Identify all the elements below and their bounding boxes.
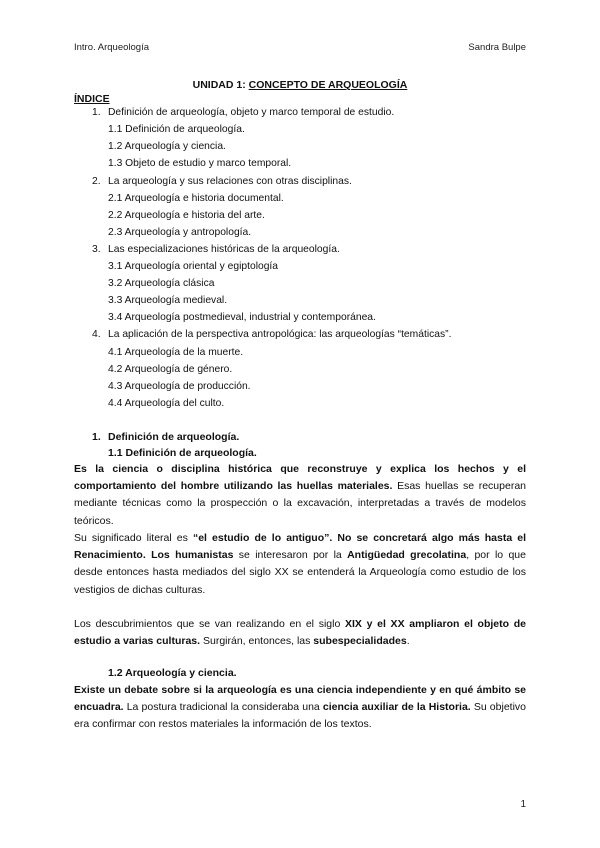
toc-item-text: La aplicación de la perspectiva antropológica: las arqueologías “temáticas”.: [108, 329, 452, 340]
bold-text: ciencia auxiliar de la Historia.: [322, 701, 471, 714]
toc-item-text: Definición de arqueología, objeto y marco temporal de estudio.: [108, 107, 395, 118]
toc-subitem: 3.4 Arqueología postmedieval, industrial y contemporánea.: [108, 312, 376, 323]
bold-text: Antigüedad grecolatina: [347, 549, 467, 562]
bold-text: subespecialidades: [313, 635, 407, 648]
index-heading: ÍNDICE: [74, 93, 110, 105]
subsection-heading: 1.2 Arqueología y ciencia.: [108, 667, 237, 679]
toc-item-number: 2.: [92, 176, 101, 187]
section-title: Definición de arqueología.: [108, 431, 240, 443]
toc-subitem: 2.1 Arqueología e historia documental.: [108, 193, 284, 204]
paragraph-science-debate: [74, 682, 526, 734]
toc-subitem: 2.2 Arqueología e historia del arte.: [108, 210, 265, 221]
toc-item-number: 1.: [92, 107, 101, 118]
page-title: [0, 79, 600, 91]
subsection-heading: 1.1 Definición de arqueología.: [108, 447, 257, 459]
plain-text: Los descubrimientos que se van realizando en el siglo: [74, 618, 345, 630]
plain-text: , por lo que desde entonces hasta mediados del siglo XX se entenderá la Arqueología como estudio de los vestigios de dichas culturas.: [74, 549, 526, 596]
title-underlined: CONCEPTO DE ARQUEOLOGÍA: [248, 79, 408, 91]
bold-text: “el estudio de lo antiguo”. No se concretará algo más hasta el Renacimiento. Los humanistas: [74, 532, 527, 562]
toc-subitem: 3.2 Arqueología clásica: [108, 278, 215, 289]
bold-text: XIX y el XX ampliaron el objeto de estudio a varias culturas.: [74, 618, 526, 648]
page-number: 1: [520, 799, 526, 810]
paragraph-literal-meaning: [74, 530, 526, 599]
section-number: 1.: [92, 431, 101, 443]
paragraph-discoveries: [74, 616, 526, 650]
plain-text: se interesaron por la: [233, 549, 348, 562]
plain-text: .: [406, 635, 410, 648]
plain-text: La postura tradicional la consideraba una: [123, 701, 323, 714]
toc-subitem: 3.3 Arqueología medieval.: [108, 295, 228, 306]
paragraph-definition: [74, 461, 526, 530]
toc-item-number: 3.: [92, 244, 101, 255]
bold-text: Es la ciencia o disciplina histórica que reconstruye y explica los hechos y el comportamiento del hombre utilizando las huellas materiales.: [74, 463, 526, 493]
toc-item-text: Las especializaciones históricas de la arqueología.: [108, 244, 340, 255]
toc-subitem: 4.3 Arqueología de producción.: [108, 381, 251, 392]
toc-item-number: 4.: [92, 329, 101, 340]
plain-text: Su significado literal es: [74, 532, 193, 544]
toc-subitem: 2.3 Arqueología y antropología.: [108, 227, 252, 238]
toc-item-text: La arqueología y sus relaciones con otras disciplinas.: [108, 176, 352, 187]
header-course: Intro. Arqueología: [74, 42, 149, 53]
toc-subitem: 1.1 Definición de arqueología.: [108, 124, 245, 135]
toc-subitem: 4.1 Arqueología de la muerte.: [108, 347, 244, 358]
toc-subitem: 3.1 Arqueología oriental y egiptología: [108, 261, 279, 272]
plain-text: Surgirán, entonces, las: [200, 635, 314, 648]
bold-text: Existe un debate sobre si la arqueología es una ciencia independiente y en qué ámbito se encuadra.: [74, 684, 526, 714]
plain-text: Esas huellas se recuperan mediante técnicas como la prospección o la excavación, interpretadas a través de modelos teóricos.: [74, 480, 526, 527]
title-prefix: UNIDAD 1:: [192, 79, 249, 91]
toc-subitem: 4.4 Arqueología del culto.: [108, 398, 225, 409]
toc-subitem: 1.3 Objeto de estudio y marco temporal.: [108, 158, 292, 169]
toc-subitem: 4.2 Arqueología de género.: [108, 364, 233, 375]
toc-subitem: 1.2 Arqueología y ciencia.: [108, 141, 226, 152]
header-author: Sandra Bulpe: [468, 42, 526, 53]
plain-text: Su objetivo era confirmar con restos materiales la información de los textos.: [74, 701, 526, 731]
